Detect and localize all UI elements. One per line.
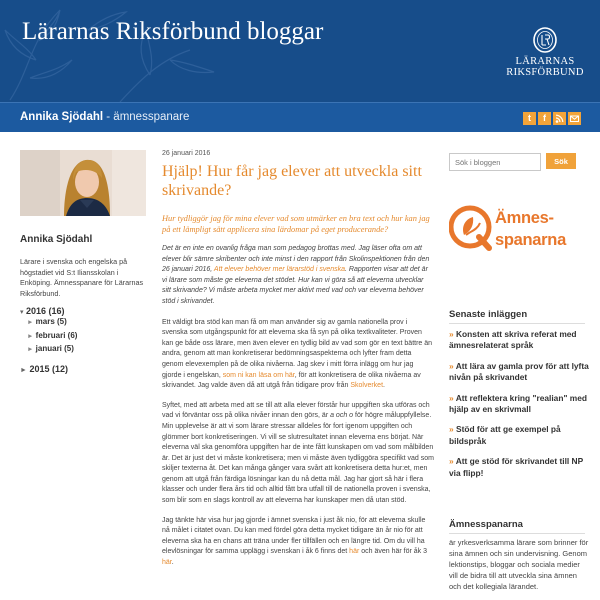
bullet-icon: » xyxy=(449,360,454,371)
logo-line-1: LÄRARNAS xyxy=(515,56,575,67)
author-role: - ämnesspanare xyxy=(103,111,190,123)
logo-line-2: RIKSFÖRBUND xyxy=(506,67,584,78)
recent-post-item[interactable]: » Att lära av gamla prov för att lyfta nivån på skrivandet xyxy=(449,360,589,383)
caret-right-icon[interactable]: ► xyxy=(27,346,34,353)
about-text: är yrkesverksamma lärare som brinner för sina ämnen och sin undervisning. Genom lektionstips, bloggar och sociala medier vill de bidra till att utveckla sina ämnen och det kollegiala lärandet. xyxy=(449,538,589,591)
caret-down-icon[interactable]: ▾ xyxy=(20,309,24,316)
caret-right-icon[interactable]: ► xyxy=(20,366,27,374)
recent-posts-heading: Senaste inläggen xyxy=(449,309,528,320)
about-heading: Ämnesspanarna xyxy=(449,519,523,530)
skolverket-link[interactable]: Skolverket xyxy=(350,382,384,390)
post-paragraph: Det är en inte en ovanlig fråga man som pedagog brottas med. Jag läser ofta om att elever blir sämre skribenter och inte minst i den rapport från Skolinspektionen från den 26 januari 2016, Att elever behöver mer lärarstöd i svenska. Rapporten visar att det är vi lärare som måste ge eleverna det stödet. Hur kan vi göra så att eleverna utvecklar sitt skrivande? Vi måste arbeta mycket mer aktivt med vad och var eleverna behöver stöd i skrivandet. xyxy=(162,245,430,305)
recent-post-item[interactable]: » Konsten att skriva referat med ämnesrelaterat språk xyxy=(449,329,577,351)
bullet-icon: » xyxy=(449,424,454,435)
site-title[interactable]: Lärarnas Riksförbund bloggar xyxy=(22,18,324,45)
profile-name: Annika Sjödahl xyxy=(20,234,93,245)
skolinspektionen-link[interactable]: Att elever behöver mer lärarstöd i svenska xyxy=(213,266,346,274)
search-button[interactable]: Sök xyxy=(546,153,576,169)
lr-seal-icon xyxy=(532,26,558,54)
recent-post-item[interactable]: » Att ge stöd för skrivandet till NP via flipp! xyxy=(449,456,584,478)
divider xyxy=(449,323,585,324)
blog-post xyxy=(162,150,434,569)
post-paragraph: Ett väldigt bra stöd kan man få om man använder sig av gamla nationella prov i svenska som utgångspunkt för att eleverna ska få syn på olika textkvaliteter. Proven kan ge både oss lärare, men även elever en tydlig bild av vad som gör en text bättre än andra, genom att man konkretiserar bedömningsaspekterna och lyfter fram detta genom elevexemplen på de olika nivåerna. Jag skev i mitt förra inlägg om hur jag gjorde i engelskan, som ni kan läsa om här, för att konkretisera de olika nivåerna av skrivandet. Jag valde även då att utgå från tidigare prov från Skolverket. xyxy=(162,318,433,390)
archive-year[interactable]: ► 2015 (12) xyxy=(20,363,68,374)
brand-line-2[interactable]: spanarna xyxy=(495,231,566,249)
author-name[interactable]: Annika Sjödahl xyxy=(20,111,104,123)
rss-icon[interactable] xyxy=(553,112,566,125)
lr-logo[interactable] xyxy=(505,26,585,78)
recent-post-item[interactable]: » Stöd för att ge exempel på bildspråk xyxy=(449,424,561,446)
author-bar xyxy=(0,102,600,132)
post-paragraph: Syftet, med att arbeta med att se till att alla elever förstår hur uppgiften ska utföras och vad vi förväntar oss på olika nivåer innan den görs, är a och o för högre måluppfyllelse. Min upplevelse är att vi som lärare stressar alldeles för fort igenom uppgiften och glömmer bort konkretiseringen. Vi vill se slutresultatet innan eleverna ens börjat. När eleverna väl ska genomföra uppgiften har de inte fått kunskapen om vad som målbilden är. Det är just det vi måste konkretisera; men vi måste även tydliggöra specifikt vad som skiljer texterna åt. Det kan många gånger vara svårt att konkretisera detta hur:et, men genom att utgå från färdiga lösningar kan du nå detta mål. Jag har gjort så här i flera klasser och under flera års tid och alltid fått bra utfall till de nationella proven i svenska, som blir som en slags kontroll av att eleverna har kunskaper men då utan stöd. xyxy=(162,401,434,505)
post-title[interactable]: Hjälp! Hur får jag elever att utveckla sitt skrivande? xyxy=(162,163,422,199)
envelope-glyph xyxy=(568,112,581,125)
post-body xyxy=(162,318,434,569)
author-photo xyxy=(20,150,146,216)
amnesspanarna-logo-icon[interactable] xyxy=(449,205,493,251)
archive-month[interactable]: ► februari (6) xyxy=(27,330,78,340)
left-sidebar xyxy=(20,150,146,374)
brand-line-1[interactable]: Ämnes- xyxy=(495,209,554,227)
archive-year[interactable]: ▾ 2016 (16) xyxy=(20,306,65,316)
email-icon[interactable] xyxy=(568,112,581,125)
rss-glyph xyxy=(553,112,566,125)
post-paragraph: Jag tänkte här visa hur jag gjorde i ämnet svenska i just åk nio, för att eleverna skulle nå målet i citatet ovan. Du kan med fördel göra detta mycket tidigare än år nio för att eleverna ska ha en chans att träna under fler tillfällen och en längre tid. Om du vill ha elevlösningar för samma upplägg i svenskan i åk 6 finns det här och även här för åk 3 här. xyxy=(162,516,428,567)
facebook-icon[interactable]: f xyxy=(538,112,551,125)
bullet-icon: » xyxy=(449,329,454,339)
archive-month[interactable]: ► januari (5) xyxy=(27,344,74,353)
caret-right-icon[interactable]: ► xyxy=(27,319,34,326)
bullet-icon: » xyxy=(449,456,454,467)
twitter-icon[interactable]: t xyxy=(523,112,536,125)
post-lead: Hur tydliggör jag för mina elever vad som utmärker en bra text och hur kan jag på ett lämpligt sätt applicera sina lärdomar på eget producerande? xyxy=(162,214,430,234)
blog-author-title[interactable] xyxy=(20,111,189,123)
grade3-link[interactable]: här xyxy=(162,559,172,567)
author-bio: Lärare i svenska och engelska på högstadiet vid S:t Iliansskolan i Enköping. Ämnesspanare för Lärarnas Riksförbund. xyxy=(20,257,144,298)
search-input[interactable] xyxy=(449,153,541,171)
archive-month[interactable]: ► mars (5) xyxy=(27,317,67,326)
grade6-link[interactable]: här xyxy=(349,548,360,556)
recent-post-item[interactable]: » Att reflektera kring "realian" med hjälp av en skrivmall xyxy=(449,392,587,415)
recent-posts-list xyxy=(449,329,591,488)
caret-right-icon[interactable]: ► xyxy=(27,332,34,340)
site-header xyxy=(0,0,600,102)
previous-post-link[interactable]: som ni kan läsa om här xyxy=(222,371,295,379)
bullet-icon: » xyxy=(449,392,454,403)
post-date: 26 januari 2016 xyxy=(162,150,211,157)
divider xyxy=(449,533,585,534)
